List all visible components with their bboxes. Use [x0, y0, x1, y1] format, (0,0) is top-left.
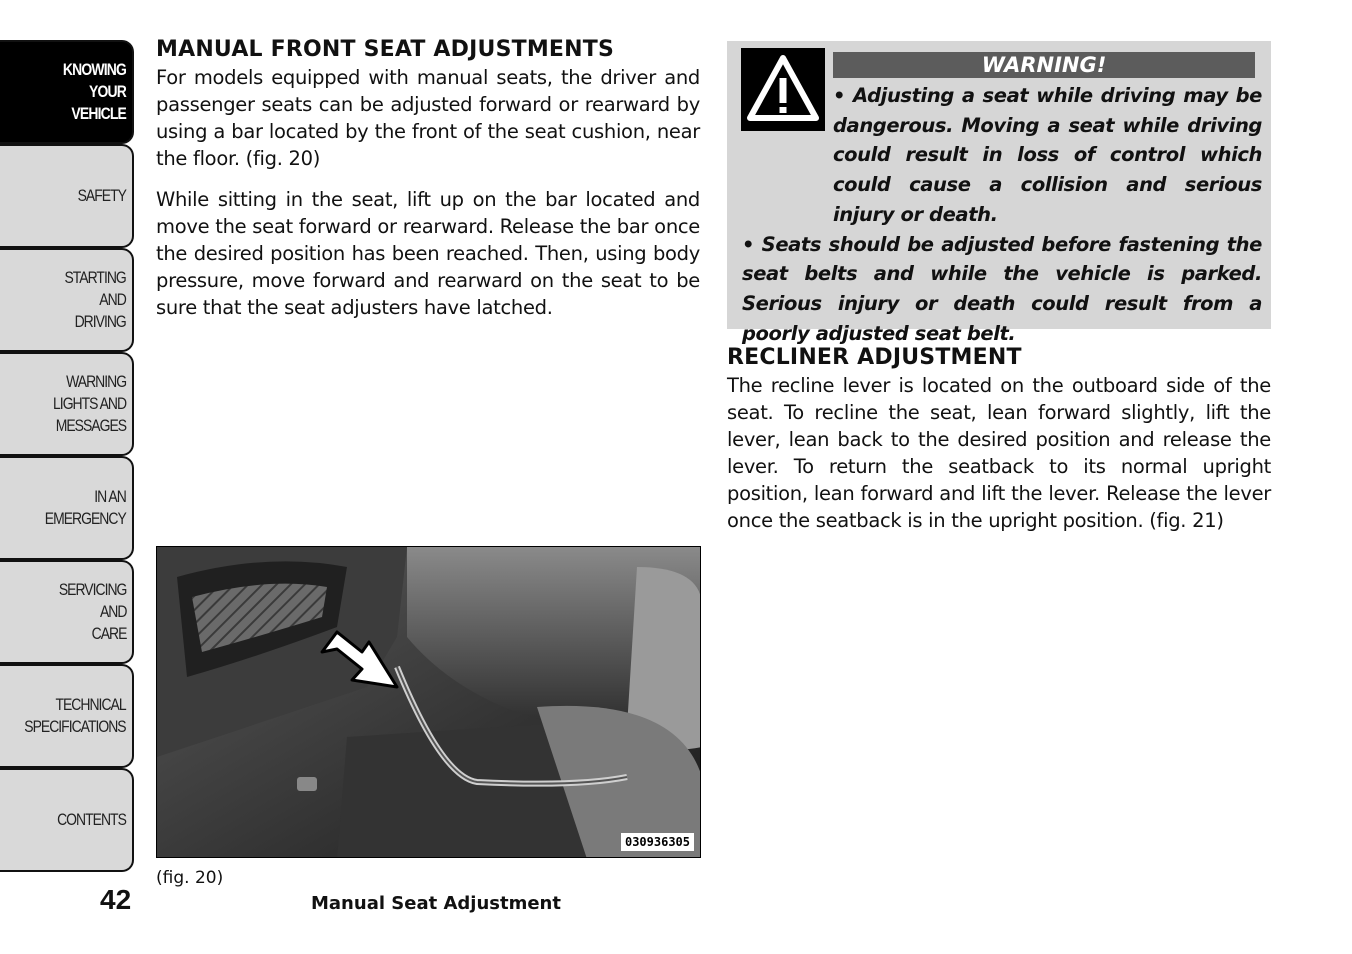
warning-item: • Adjusting a seat while driving may be dangerous. Moving a seat while driving could result in loss of control which could cause a collision and serious injury or death. — [833, 84, 1262, 226]
tab-label: STARTING AND DRIVING — [64, 268, 126, 331]
body-paragraph: While sitting in the seat, lift up on the bar located and move the seat forward or rearward. Release the bar once the desired position has been reached. Then, using body pressure, move forward and rearward on the seat to be sure that the seat adjusters have latched. — [156, 188, 700, 319]
warning-title: WARNING! — [833, 52, 1255, 78]
body-paragraph: The recline lever is located on the outboard side of the seat. To recline the seat, lean forward slightly, lift the lever, lean back to the desired position and release the lever. To return the seatback to its normal upright position, lean forward and lift the lever. Release the lever once the seatback is in the upright position. (fig. 21) — [727, 374, 1271, 532]
seat-adjustment-photo — [156, 546, 701, 858]
tab-label: TECHNICAL SPECIFICATIONS — [24, 695, 126, 736]
figure-code: 030936305 — [621, 833, 694, 851]
manual-front-seat-section — [156, 36, 700, 335]
tab-in-an-emergency[interactable] — [0, 456, 134, 560]
warning-text — [742, 81, 1262, 348]
page-number: 42 — [100, 884, 132, 915]
section-heading: RECLINER ADJUSTMENT — [727, 345, 1022, 370]
tab-knowing-your-vehicle[interactable] — [0, 40, 134, 144]
tab-label: IN AN EMERGENCY — [44, 487, 126, 528]
tab-technical-specifications[interactable] — [0, 664, 134, 768]
tab-label: CONTENTS — [57, 810, 126, 829]
recliner-adjustment-section — [727, 344, 1271, 548]
tab-contents[interactable] — [0, 768, 134, 872]
figure-caption: (fig. 20) — [156, 868, 224, 888]
section-heading: MANUAL FRONT SEAT ADJUSTMENTS — [156, 37, 615, 62]
tab-safety[interactable] — [0, 144, 134, 248]
seat-illustration — [157, 547, 701, 858]
body-paragraph: For models equipped with manual seats, the driver and passenger seats can be adjusted forward or rearward by using a bar located by the front of the seat cushion, near the floor. (fig. 20) — [156, 66, 700, 170]
warning-item: • Seats should be adjusted before fastening the seat belts and while the vehicle is parked. Serious injury or death could result from a poorly adjusted seat belt. — [742, 232, 1262, 345]
warning-box — [727, 41, 1271, 345]
tab-label: SAFETY — [77, 186, 126, 205]
tab-label: SERVICING AND CARE — [58, 580, 126, 643]
tab-starting-and-driving[interactable] — [0, 248, 134, 352]
tab-label: KNOWING YOUR VEHICLE — [62, 60, 126, 123]
tab-warning-lights-and-messages[interactable] — [0, 352, 134, 456]
figure-title: Manual Seat Adjustment — [311, 893, 561, 914]
tab-label: WARNING LIGHTS AND MESSAGES — [52, 372, 126, 435]
tab-servicing-and-care[interactable] — [0, 560, 134, 664]
